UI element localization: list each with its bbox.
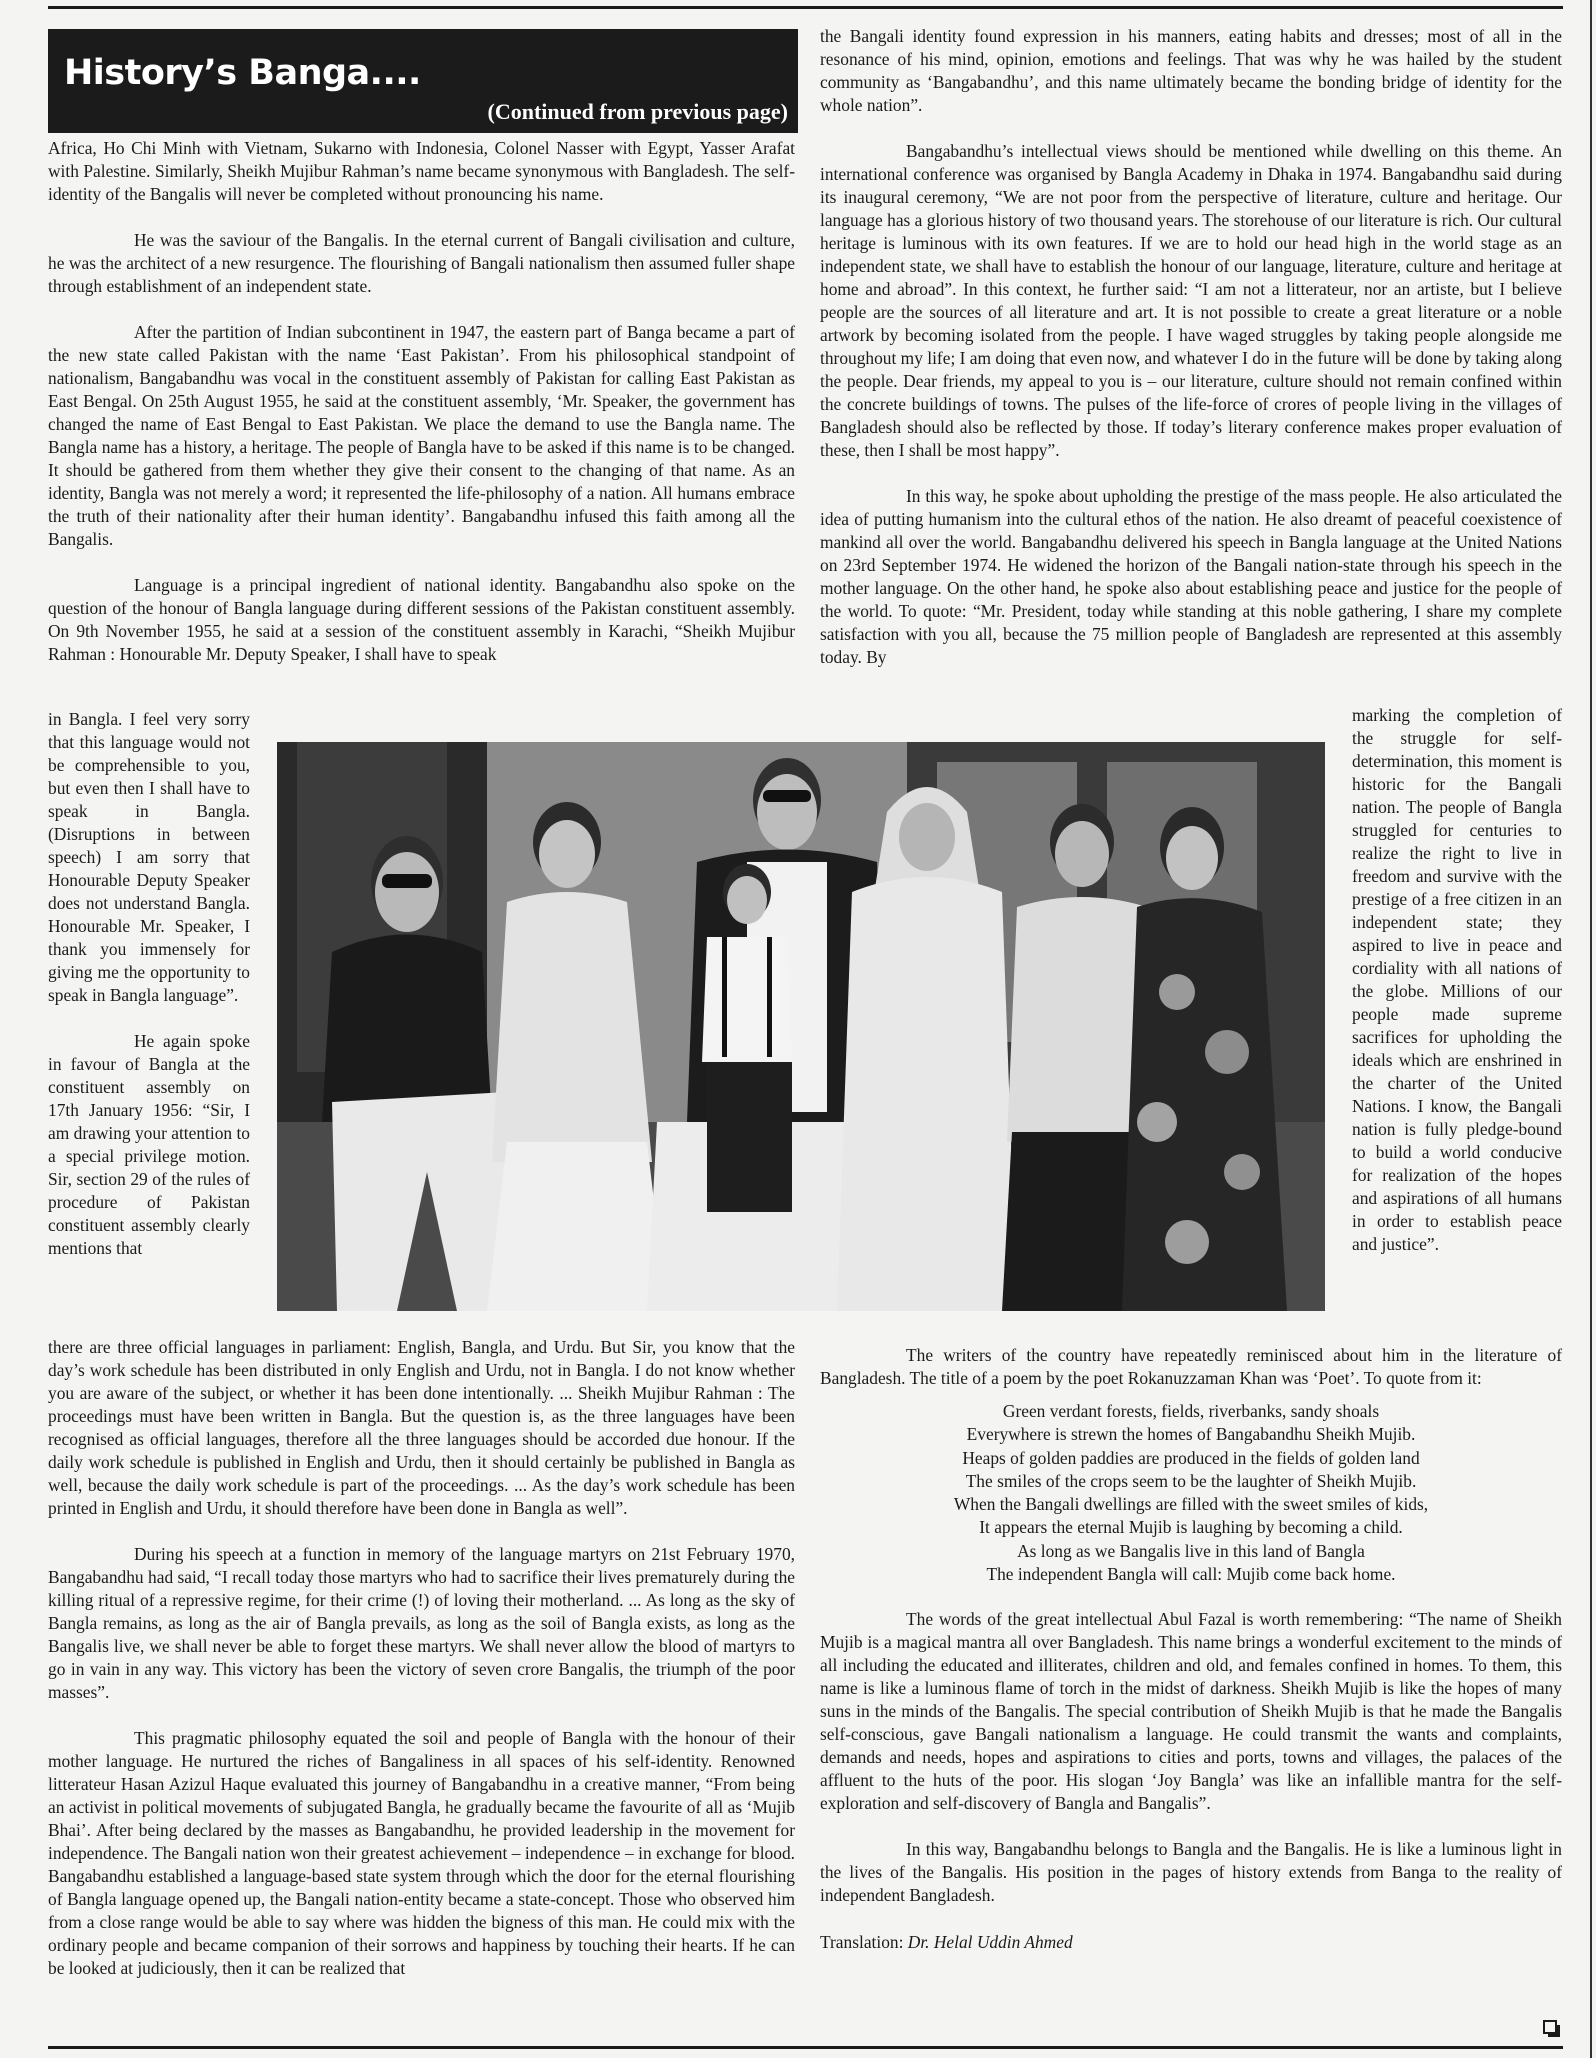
column-left-wrap <box>48 708 250 1260</box>
paragraph: Africa, Ho Chi Minh with Vietnam, Sukarno with Indonesia, Colonel Nasser with Egypt, Yasser Arafat with Palestine. Similarly, Sheikh Mujibur Rahman’s name became synonymous with Bangladesh. The self-identity of the Bangalis will never be completed without pronouncing his name. <box>48 138 795 204</box>
end-of-article-square-icon <box>1543 2020 1557 2034</box>
poem-line: The smiles of the crops seem to be the laughter of Sheikh Mujib. <box>965 1470 1417 1491</box>
photo-illustration <box>277 742 1325 1311</box>
column-left-bottom <box>48 1336 795 1980</box>
paragraph: He was the saviour of the Bangalis. In the eternal current of Bangali civilisation and culture, he was the architect of a new resurgence. The flourishing of Bangali nationalism then assumed fuller shape through establishment of an independent state. <box>48 230 795 296</box>
page-edge <box>1590 0 1592 2058</box>
bottom-rule <box>48 2046 1563 2049</box>
paragraph: He again spoke in favour of Bangla at the constituent assembly on 17th January 1956: “Sir, I am drawing your attention to a special privilege motion. Sir, section 29 of the rules of procedure of Pakistan constituent assembly clearly mentions that <box>48 1031 250 1258</box>
poem-intro: The writers of the country have repeatedly reminisced about him in the literature of Bangladesh. The title of a poem by the poet Rokanuzzaman Khan was ‘Poet’. To quote from it: <box>820 1345 1562 1388</box>
continued-note: (Continued from previous page) <box>487 99 788 124</box>
article-title: History’s Banga.... <box>64 53 421 93</box>
paragraph: In this way, he spoke about upholding the prestige of the mass people. He also articulated the idea of putting humanism into the cultural ethos of the nation. He also dreamt of peaceful coexistence of mankind all over the world. Bangabandhu delivered his speech in Bangla language at the United Nations on 23rd September 1974. He widened the horizon of the Bangali nation-state through his speech in the mother language. On the other hand, he spoke also about establishing peace and justice for the people of the world. To quote: “Mr. President, today while standing at this noble gathering, I share my complete satisfaction with you all, because the 75 million people of Bangladesh are represented at this assembly today. By <box>820 486 1562 667</box>
column-right-bottom <box>820 1344 1562 1954</box>
poem-line: When the Bangali dwellings are filled with the sweet smiles of kids, <box>953 1494 1429 1515</box>
poem-line: Green verdant forests, fields, riverbanks, sandy shoals <box>1002 1401 1380 1421</box>
paragraph: The words of the great intellectual Abul Fazal is worth remembering: “The name of Sheikh Mujib is a magical mantra all over Bangladesh. This name brings a wonderful excitement to the minds of all including the educated and illiterates, children and old, and females confined in homes. To them, this name is like a luminous flame of torch in the midst of darkness. Sheikh Mujib is like the hopes of many suns in the minds of the Bangalis. The special contribution of Sheikh Mujib is that he made the Bangalis self-conscious, gave Bangali nationalism a language. He could transmit the wants and complaints, demands and needs, hopes and aspirations to cities and ports, towns and villages, the palaces of the affluent to the huts of the poor. His slogan ‘Joy Bangla’ was like an infallible mantra for the self-exploration and self-discovery of Bangla and Bangalis”. <box>820 1609 1562 1814</box>
paragraph: During his speech at a function in memory of the language martyrs on 21st February 1970, Bangabandhu had said, “I recall today those martyrs who had to sacrifice their lives prematurely during the killing ritual of a repressive regime, for their crime (!) of loving their motherland. ... As long as the sky of Bangla remains, as long as the air of Bangla prevails, as long as the soil of Bangla exists, as long as the Bangalis live, we shall never be able to forget these martyrs. We shall never allow the blood of martyrs to go in vain in any way. This victory has been the victory of seven crore Bangalis, the triumph of the poor masses”. <box>48 1544 795 1702</box>
poem <box>820 1400 1562 1586</box>
poem-line: Everywhere is strewn the homes of Bangabandhu Sheikh Mujib. <box>966 1424 1416 1445</box>
paragraph: marking the completion of the struggle for self-determination, this moment is historic for the Bangali nation. The people of Bangla struggled for centuries to realize the right to live in freedom and survive with the prestige of a free citizen in an independent state; they aspired to live in peace and cordiality with all nations of the globe. Millions of our people made supreme sacrifices for upholding the ideals which are enshrined in the charter of the United Nations. I know, the Bangali nation is fully pledge-bound to build a world conducive for realization of the hopes and aspirations of all humans in order to establish peace and justice”. <box>1352 705 1562 1254</box>
column-right-top <box>820 25 1562 669</box>
paragraph: in Bangla. I feel very sorry that this language would not be comprehensible to you, but even then I shall have to speak in Bangla. (Disruptions in between speech) I am sorry that Honourable Deputy Speaker does not understand Bangla. Honourable Mr. Speaker, I thank you immensely for giving me the opportunity to speak in Bangla language”. <box>48 709 250 1005</box>
column-left-top <box>48 137 795 666</box>
paragraph: there are three official languages in parliament: English, Bangla, and Urdu. But Sir, you know that the day’s work schedule has been distributed in only English and Urdu, not in Bangla. I do not know whether you are aware of the subject, or whether it has been done intentionally. ... Sheikh Mujibur Rahman : The proceedings must have been written in Bangla. But the question is, as the three languages have been recognised as official languages, therefore all the three languages should be accorded due honour. If the daily work schedule is published in English and Urdu, then it should certainly be published in Bangla as well, because the daily work schedule is part of the proceedings. ... As the day’s work schedule has been printed in English and Urdu, it should therefore have been done in Bangla as well”. <box>48 1337 795 1518</box>
paragraph: Bangabandhu’s intellectual views should be mentioned while dwelling on this theme. An international conference was organised by Bangla Academy in Dhaka in 1974. Bangabandhu said during its inaugural ceremony, “We are not poor from the perspective of literature, culture and heritage. Our language has a glorious history of two thousand years. The storehouse of our literature is rich. Our cultural heritage is luminous with its own features. If we are to hold our head high in the world stage as an independent state, we shall have to establish the honour of our language, literature, culture and heritage at home and abroad”. In this context, he further said: “I am not a litterateur, nor an artiste, but I believe people are the sources of all literature and art. It is not possible to create a great literature or a noble artwork by becoming isolated from the people. I have waged struggles by taking people alongside me throughout my life; I am doing that even now, and whatever I do in the future will be done by taking along the people. Dear friends, my appeal to you is – our literature, culture should not remain confined within the concrete buildings of towns. The pulses of the life-force of crores of people living in the villages of Bangladesh should also be reflected by those. If today’s literary conference makes proper evaluation of these, then I shall be most happy”. <box>820 141 1562 460</box>
translator-name: Dr. Helal Uddin Ahmed <box>907 1932 1073 1953</box>
poem-line: Heaps of golden paddies are produced in the fields of golden land <box>962 1447 1420 1468</box>
top-rule <box>48 6 1563 9</box>
translation-credit <box>820 1931 1562 1954</box>
paragraph: This pragmatic philosophy equated the soil and people of Bangla with the honour of their mother language. He nurtured the riches of Bangaliness in all spaces of his self-identity. Renowned litterateur Hasan Azizul Haque evaluated this journey of Bangabandhu in a creative manner, “From being an activist in political movements of subjugated Bangla, he gradually became the favourite of all as ‘Mujib Bhai’. After being declared by the masses as Bangabandhu, he provided leadership in the movement for independence. The Bangali nation won their greatest achievement – independence – in exchange for blood. Bangabandhu established a language-based state system through which the door for the eternal flourishing of Bangla language opened up, the Bangali nation-entity became a state-concept. Those who observed him from a close range would be able to say where was hidden the bigness of this man. He could mix with the ordinary people and became companion of their sorrows and happiness by touching their hearts. If he can be looked at judiciously, then it can be realized that <box>48 1728 795 1978</box>
column-right-wrap <box>1352 704 1562 1256</box>
paragraph: In this way, Bangabandhu belongs to Bangla and the Bangalis. He is like a luminous light in the lives of the Bangalis. His position in the pages of history extends from Banga to the reality of independent Bangladesh. <box>820 1839 1562 1906</box>
poem-line: It appears the eternal Mujib is laughing by becoming a child. <box>979 1517 1403 1538</box>
poem-line: As long as we Bangalis live in this land of Bangla <box>1017 1540 1365 1561</box>
paragraph: Language is a principal ingredient of national identity. Bangabandhu also spoke on the question of the honour of Bangla language during different sessions of the Pakistan constituent assembly. On 9th November 1955, he said at a session of the constituent assembly in Karachi, “Sheikh Mujibur Rahman : Honourable Mr. Deputy Speaker, I shall have to speak <box>48 575 795 664</box>
article-header <box>48 29 798 133</box>
poem-line: The independent Bangla will call: Mujib come back home. <box>986 1564 1396 1585</box>
family-portrait-photo <box>277 742 1325 1311</box>
paragraph: the Bangali identity found expression in his manners, eating habits and dresses; most of all in the resonance of his mind, opinion, emotions and feelings. That was why he was hailed by the student community as ‘Bangabandhu’, and this name ultimately became the bonding bridge of identity for the whole nation”. <box>820 26 1562 115</box>
translation-label: Translation: <box>820 1932 904 1953</box>
paragraph: After the partition of Indian subcontinent in 1947, the eastern part of Banga became a part of the new state called Pakistan with the name ‘East Pakistan’. From his philosophical standpoint of nationalism, Bangabandhu was vocal in the constituent assembly of Pakistan for calling East Pakistan as East Bengal. On 25th August 1955, he said at the constituent assembly, ‘Mr. Speaker, the government has changed the name of East Bengal to East Pakistan. We place the demand to use the Bangla name. The Bangla name has a history, a heritage. The people of Bangla have to be asked if this name is to be changed. It should be gathered from them whether they give their consent to the changing of that name. As an identity, Bangla was not merely a word; it represented the life-philosophy of a nation. All humans embrace the truth of their nationality after their human identity’. Bangabandhu infused this faith among all the Bangalis. <box>48 322 795 549</box>
